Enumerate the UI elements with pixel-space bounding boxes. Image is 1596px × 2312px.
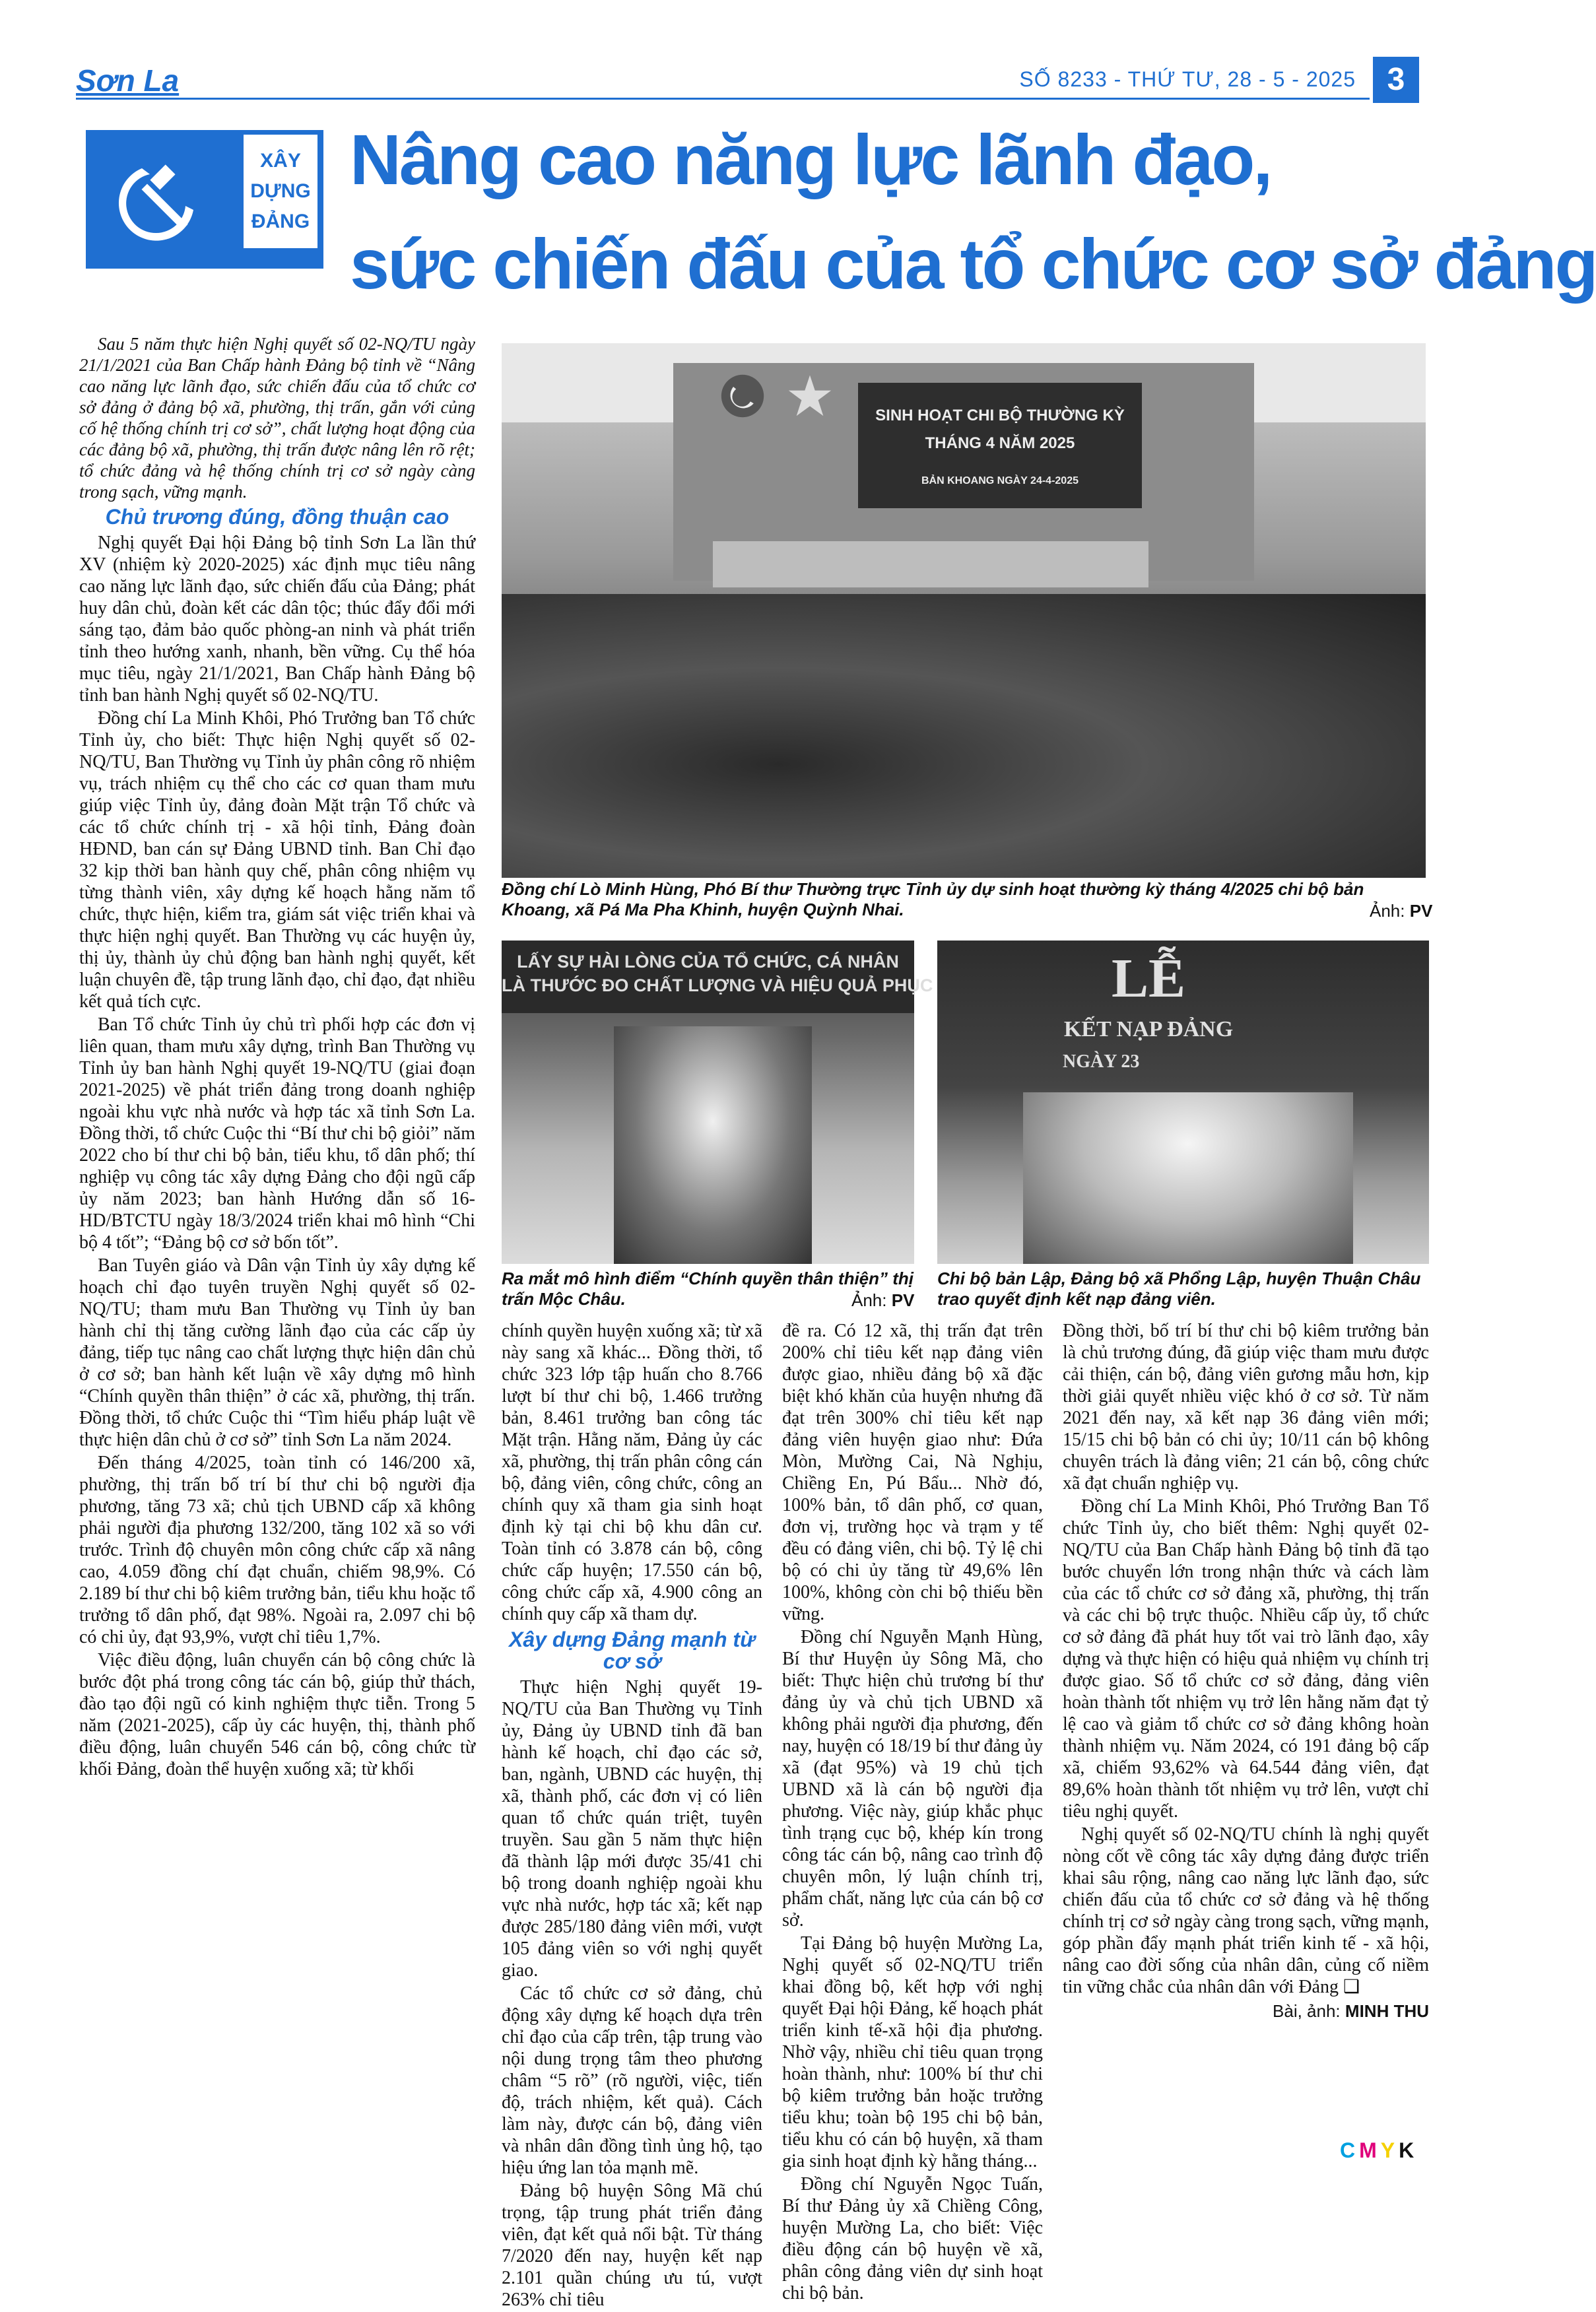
star-icon (787, 373, 833, 419)
body-paragraph: chính quyền huyện xuống xã; từ xã này sang xã khác... Đồng thời, tổ chức 323 lớp tập huấn cho 8.766 lượt bí thư chi bộ, 1.466 trưởng bản, 8.461 trưởng ban công tác Mặt trận. Hằng năm, Đảng ủy các xã, phường, thị trấn phân công cán bộ, đảng viên, công chức, công an chính quy xã tham gia sinh hoạt định kỳ tại chi bộ khu dân cư. Toàn tỉnh có 3.878 cán bộ, công chức cấp huyện; 17.550 cán bộ, công chức cấp xã, 4.900 công an chính quy cấp xã tham dự. (502, 1321, 762, 1624)
photo-banner (950, 947, 1347, 1106)
left-photo-caption: Ra mắt mô hình điểm “Chính quyền thân thiện” thị trấn Mộc Châu. (502, 1269, 914, 1309)
headline-line-2: sức chiến đấu của tổ chức cơ sở đảng (350, 224, 1596, 304)
column-2 (502, 1320, 762, 2312)
rubric-line-3: ĐẢNG (251, 211, 310, 232)
banner-line-1: SINH HOẠT CHI BỘ THƯỜNG KỲ (875, 407, 1125, 424)
main-photo (502, 343, 1426, 876)
credit-name: PV (891, 1290, 915, 1310)
body-paragraph: đề ra. Có 12 xã, thị trấn đạt trên 200% chỉ tiêu kết nạp đảng viên được giao, nhiều đảng bộ xã đặc biệt khó khăn của huyện nhưng đã đạt trên 300% chỉ tiêu kết nạp đảng viên huyện giao như: Đứa Mòn, Mường Cai, Nà Nghịu, Chiềng En, Pú Bẩu... Nhờ đó, 100% bản, tổ dân phố, cơ quan, đơn vị, trường học và trạm y tế đều có đảng viên, chi bộ. Tỷ lệ chi bộ có chi ủy tăng từ 49,6% lên 100%, không còn chi bộ thiếu bền vững. (782, 1321, 1043, 1624)
banner-line-1: LẤY SỰ HÀI LÒNG CỦA TỔ CHỨC, CÁ NHÂN (517, 952, 899, 972)
photo-audience (502, 594, 1426, 878)
hammer-sickle-icon (112, 149, 211, 248)
banner-line-3: BẢN KHOANG NGÀY 24-4-2025 (921, 475, 1079, 486)
column-1 (79, 333, 475, 1781)
body-paragraph: Tại Đảng bộ huyện Mường La, Nghị quyết số 02-NQ/TU triển khai đồng bộ, kết hợp với nghị quyết Đại hội Đảng, kế hoạch phát triển kinh tế-xã hội địa phương. Nhờ vậy, nhiều chỉ tiêu quan trọng hoàn thành, như: 100% bí thư chi bộ kiêm trưởng bản hoặc trưởng tiểu khu; toàn bộ 195 chi bộ bản, tiểu khu có cán bộ huyện, xã tham gia sinh hoạt định kỳ hằng tháng... (782, 1933, 1043, 2171)
byline-author: MINH THU (1345, 2001, 1429, 2021)
credit-label: Ảnh: (1370, 901, 1405, 921)
banner-line-2: KẾT NẠP ĐẢNG (1063, 1017, 1234, 1041)
body-paragraph: Đồng chí La Minh Khôi, Phó Trưởng Ban Tổ chức Tỉnh ủy, cho biết thêm: Nghị quyết 02-NQ/TU của Ban Chấp hành Đảng bộ tỉnh đã tạo bước chuyển lớn trong nhận thức và cách làm của các tổ chức cơ sở đảng xã, phường, thị trấn và các chi bộ trực thuộc. Nhiều cấp ủy, tổ chức cơ sở đảng đã phát huy tốt vai trò lãnh đạo, xây dựng và thực hiện có hiệu quả nhiệm vụ chính trị được giao. Số tổ chức cơ sở đảng, đảng viên hoàn thành tốt nhiệm vụ trở lên hằng năm đạt tỷ lệ cao và giảm tổ chức cơ sở đảng không hoàn thành nhiệm vụ. Năm 2024, có 191 đảng bộ cấp xã, chiếm 93,62% và 64.544 đảng viên, đạt 89,6% hoàn thành tốt nhiệm vụ trở lên, vượt chỉ tiêu nghị quyết. (1063, 1496, 1429, 1822)
body-paragraph: Đồng chí Nguyễn Ngọc Tuấn, Bí thư Đảng ủy xã Chiềng Công, huyện Mường La, cho biết: Việc điều động cán bộ huyện về xã, phân công đảng viên dự sinh hoạt chi bộ bản. (782, 2174, 1043, 2303)
cmyk-y: Y (1380, 2138, 1399, 2162)
cmyk-k: K (1399, 2138, 1418, 2162)
page-number: 3 (1373, 57, 1419, 103)
left-photo-credit (851, 1290, 914, 1311)
column-4 (1063, 1320, 1429, 2022)
photo-banner (858, 383, 1142, 508)
body-paragraph: Việc điều động, luân chuyển cán bộ công chức là bước đột phá trong công tác cán bộ, giúp thử thách, đào tạo đội ngũ có kinh nghiệm thực tiễn. Trong 5 năm (2021-2025), cấp ủy các huyện, thị, thành phố điều động, luân chuyển 546 cán bộ, công chức từ khối Đảng, đoàn thể huyện xuống xã; từ khối (79, 1650, 475, 1779)
body-paragraph: Các tổ chức cơ sở đảng, chủ động xây dựng kế hoạch dựa trên chỉ đạo của cấp trên, tập trung vào nội dung trọng tâm theo phương châm “5 rõ” (rõ người, việc, tiến độ, trách nhiệm, kết quả). Cách làm này, được cán bộ, đảng viên và nhân dân đồng tình ủng hộ, tạo hiệu ứng lan tỏa mạnh mẽ. (502, 1983, 762, 2178)
right-photo (937, 941, 1429, 1264)
photo-banner (502, 941, 933, 1013)
rubric-line-1: XÂY (260, 150, 301, 172)
body-paragraph: Đồng chí La Minh Khôi, Phó Trưởng ban Tổ chức Tỉnh ủy, cho biết: Thực hiện Nghị quyết số 02-NQ/TU, Ban Thường vụ Tỉnh ủy phân công rõ nhiệm vụ, trách nhiệm cụ thể cho các cơ quan tham mưu giúp việc Tỉnh ủy, đảng đoàn Mặt trận Tổ chức và các tổ chức chính trị - xã hội tỉnh, Đảng đoàn HĐND, ban cán sự Đảng UBND tỉnh. Ban Chỉ đạo 32 kịp thời ban hành quy chế, phân công nhiệm vụ từng thành viên, xây dựng kế hoạch hằng năm tổ chức, thực hiện, kiểm tra, giám sát việc triển khai và thực hiện nghị quyết. Ban Thường vụ các huyện ủy, thị ủy, thành ủy chủ động ban hành nghị quyết, kết luận chuyên đề, tập trung lãnh đạo, chỉ đạo, đạt nhiều kết quả tích cực. (79, 708, 475, 1012)
body-paragraph: Đồng thời, bố trí bí thư chi bộ kiêm trưởng bản là chủ trương đúng, đã giúp việc tham mưu được cải thiện, cán bộ, đảng viên gương mẫu hơn, kịp thời giải quyết nhiều việc khó ở cơ sở. Từ năm 2021 đến nay, xã kết nạp 36 đảng viên mới; 15/15 chi bộ bản có chi ủy; 10/11 cán bộ không chuyên trách là đảng viên; 21 cán bộ, công chức xã đạt chuẩn nghiệp vụ. (1063, 1321, 1429, 1494)
main-photo-caption: Đồng chí Lò Minh Hùng, Phó Bí thư Thường trực Tỉnh ủy dự sinh hoạt thường kỳ tháng 4/2025 chi bộ bản Khoang, xã Pá Ma Pha Khinh, huyện Quỳnh Nhai. (502, 879, 1364, 919)
lead-paragraph: Sau 5 năm thực hiện Nghị quyết số 02-NQ/TU ngày 21/1/2021 của Ban Chấp hành Đảng bộ tỉnh về “Nâng cao năng lực lãnh đạo, sức chiến đấu của tổ chức cơ sở đảng ở đảng bộ xã, phường, thị trấn, gắn với củng cố hệ thống chính trị cơ sở”, chất lượng hoạt động của các đảng bộ xã, phường, thị trấn được nâng lên rõ rệt; tổ chức đảng và hệ thống chính trị cơ sở ngày càng trong sạch, vững mạnh. (79, 334, 475, 502)
credit-label: Ảnh: (851, 1290, 887, 1310)
cmyk-c: C (1340, 2138, 1360, 2162)
rubric-label (241, 132, 320, 251)
photo-people (1023, 1092, 1353, 1264)
cmyk-m: M (1359, 2138, 1381, 2162)
body-paragraph: Nghị quyết Đại hội Đảng bộ tỉnh Sơn La lần thứ XV (nhiệm kỳ 2020-2025) xác định mục tiêu nâng cao năng lực lãnh đạo, sức chiến đấu của Đảng; phát huy dân chủ, đoàn kết các dân tộc; thúc đẩy đổi mới sáng tạo, đảm bảo quốc phòng-an ninh và phát triển tỉnh theo hướng xanh, nhanh, bền vững. Cụ thể hóa mục tiêu, ngày 21/1/2021, Ban Chấp hành Đảng bộ tỉnh ban hành Nghị quyết số 02-NQ/TU. (79, 533, 475, 706)
issue-date: SỐ 8233 - THỨ TƯ, 28 - 5 - 2025 (1019, 67, 1356, 91)
byline-prefix: Bài, ảnh: (1273, 2001, 1341, 2021)
rubric-line-2: DỰNG (250, 180, 311, 202)
main-photo-credit (1370, 901, 1432, 921)
body-paragraph: Đồng chí Nguyễn Mạnh Hùng, Bí thư Huyện ủy Sông Mã, cho biết: Thực hiện chủ trương bí thư đảng ủy và chủ tịch UBND xã không phải người địa phương, đến nay, huyện có 18/19 bí thư đảng ủy xã (đạt 95%) và 19 chủ tịch UBND xã là cán bộ người địa phương. Việc này, giúp khắc phục tình trạng cục bộ, khép kín trong công tác cán bộ, nâng cao trình độ chuyên môn, lý luận chính trị, phẩm chất, năng lực của cán bộ cơ sở. (782, 1627, 1043, 1931)
body-paragraph: Thực hiện Nghị quyết 19-NQ/TU của Ban Thường vụ Tỉnh ủy, Đảng ủy UBND tỉnh đã ban hành kế hoạch, chỉ đạo các sở, ban, ngành, UBND các huyện, thị xã, thành phố, các đơn vị có liên quan tổ chức quán triệt, tuyên truyền. Sau gần 5 năm thực hiện đã thành lập mới được 35/41 chi bộ trong doanh nghiệp ngoài khu vực nhà nước, hợp tác xã; kết nạp được 285/180 đảng viên mới, vượt 105 đảng viên so với nghị quyết giao. (502, 1677, 762, 1981)
header-rule (76, 98, 1370, 100)
subhead-2: Xây dựng Đảng mạnh từ cơ sở (509, 1628, 755, 1673)
banner-line-3: NGÀY 23 (1063, 1051, 1140, 1072)
section-name: Sơn La (76, 63, 180, 98)
party-flag-icon (719, 373, 766, 419)
body-paragraph: Đến tháng 4/2025, toàn tỉnh có 146/200 xã, phường, thị trấn bố trí bí thư chi bộ người địa phương, tăng 73 xã; chủ tịch UBND cấp xã không phải người địa phương 132/200, tăng 102 xã so với trước. Trình độ chuyên môn công chức cấp xã nâng cao, 4.059 đồng chí đạt chuẩn, chiếm 98,9%. Có 2.189 bí thư chi bộ kiêm trưởng bản, tiểu khu hoặc tổ trưởng tổ dân phố, đạt 98%. Ngoài ra, 2.097 chi bộ có chi ủy, đạt 93,9%, vượt chỉ tiêu 1,7%. (79, 1453, 475, 1647)
byline (1063, 2000, 1429, 2022)
banner-line-2: LÀ THƯỚC ĐO CHẤT LƯỢNG VÀ HIỆU QUẢ PHỤC (502, 975, 933, 995)
body-paragraph: Ban Tổ chức Tỉnh ủy chủ trì phối hợp các đơn vị liên quan, tham mưu xây dựng, trình Ban Thường vụ Tỉnh ủy ban hành Nghị quyết 19-NQ/TU (giai đoạn 2021-2025) về phát triển đảng trong doanh nghiệp ngoài khu vực nhà nước và hợp tác xã tỉnh Sơn La. Đồng thời, tổ chức Cuộc thi “Bí thư chi bộ giỏi” năm 2022 cho bí thư chi bộ bản, tiểu khu, tổ dân phố; thí nghiệp vụ công tác xây dựng Đảng cho đội ngũ cấp ủy năm 2023; ban hành Hướng dẫn số 16-HD/BTCTU ngày 18/3/2024 triển khai mô hình “Chi bộ 4 tốt”; “Đảng bộ cơ sở bốn tốt”. (79, 1014, 475, 1253)
banner-line-1: LỄ (1111, 948, 1186, 1009)
photo-table (713, 541, 1148, 587)
left-photo (502, 941, 933, 1264)
body-paragraph: Nghị quyết số 02-NQ/TU chính là nghị quyết nòng cốt về công tác xây dựng đảng được triển khai sâu rộng, nâng cao năng lực lãnh đạo, sức chiến đấu của tổ chức cơ sở đảng và hệ thống chính trị cơ sở ngày càng trong sạch, vững mạnh, góp phần đẩy mạnh phát triển kinh tế - xã hội, nâng cao đời sống của nhân dân, củng cố niềm tin vững chắc của nhân dân với Đảng ❑ (1063, 1824, 1429, 1997)
body-paragraph: Đảng bộ huyện Sông Mã chú trọng, tập trung phát triển đảng viên, đạt kết quả nổi bật. Từ tháng 7/2020 đến nay, huyện kết nạp 2.101 quần chúng ưu tú, vượt 263% chỉ tiêu (502, 2181, 762, 2310)
right-photo-caption: Chi bộ bản Lập, Đảng bộ xã Phổng Lập, huyện Thuận Châu trao quyết định kết nạp đảng viên. (937, 1269, 1421, 1309)
subhead-1: Chủ trương đúng, đồng thuận cao (105, 505, 449, 529)
credit-name: PV (1409, 901, 1433, 921)
body-paragraph: Ban Tuyên giáo và Dân vận Tỉnh ủy xây dựng kế hoạch chỉ đạo tuyên truyền Nghị quyết số 02-NQ/TU; tham mưu Ban Thường vụ Tỉnh ủy ban hành chỉ thị tăng cường lãnh đạo của các cấp ủy đảng, tiếp tục nâng cao chất lượng thực hiện dân chủ ở cơ sở; ban hành kết luận về xây dựng mô hình “Chính quyền thân thiện” ở các xã, phường, thị trấn. Đồng thời, tổ chức Cuộc thi “Tìm hiểu pháp luật về thực hiện dân chủ ở cơ sở” tỉnh Sơn La năm 2024. (79, 1255, 475, 1450)
photo-people (614, 1026, 812, 1264)
banner-line-2: THÁNG 4 NĂM 2025 (925, 434, 1075, 452)
headline-line-1: Nâng cao năng lực lãnh đạo, (350, 119, 1271, 199)
column-3 (782, 1320, 1043, 2305)
cmyk-mark (1340, 2138, 1418, 2163)
